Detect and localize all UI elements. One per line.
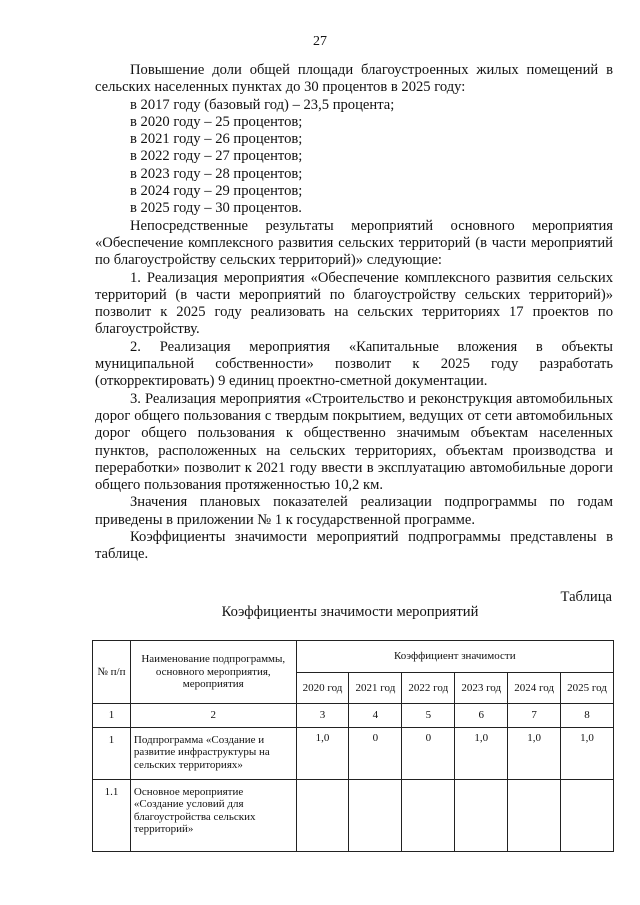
header-year: 2025 год bbox=[561, 672, 614, 704]
header-name: Наименование подпрограммы, основного мероприятия, мероприятия bbox=[130, 641, 296, 704]
list-item: в 2024 году – 29 процентов; bbox=[130, 183, 303, 200]
col-number: 4 bbox=[349, 704, 402, 728]
paragraph: Повышение доли общей площади благоустроенных жилых помещений в сельских населенных пунктах до 30 процентов в 2025 году: bbox=[95, 62, 613, 96]
col-number: 5 bbox=[402, 704, 455, 728]
list-item: в 2017 году (базовый год) – 23,5 процента; bbox=[130, 96, 395, 113]
row-num: 1 bbox=[93, 727, 131, 779]
list-item: в 2020 году – 25 процентов; bbox=[130, 113, 303, 130]
row-value bbox=[561, 779, 614, 851]
header-num: № п/п bbox=[93, 641, 131, 704]
row-value: 1,0 bbox=[296, 727, 349, 779]
body-text bbox=[95, 62, 613, 564]
page-number: 27 bbox=[313, 34, 327, 49]
table-row bbox=[93, 727, 614, 779]
table-label: Таблица bbox=[560, 589, 612, 605]
header-coef: Коэффициент значимости bbox=[296, 641, 613, 673]
col-number: 7 bbox=[508, 704, 561, 728]
paragraph: Непосредственные результаты мероприятий основного мероприятия «Обеспечение комплексного развития сельских территорий (в части мероприятий по благоустройству сельских территорий)» следующие: bbox=[95, 217, 613, 269]
table-row bbox=[93, 779, 614, 851]
column-number-row bbox=[93, 704, 614, 728]
row-value bbox=[455, 779, 508, 851]
list-item: в 2025 году – 30 процентов. bbox=[130, 200, 302, 217]
row-value: 1,0 bbox=[508, 727, 561, 779]
col-number: 2 bbox=[130, 704, 296, 728]
header-year: 2023 год bbox=[455, 672, 508, 704]
row-num: 1.1 bbox=[93, 779, 131, 851]
header-year: 2020 год bbox=[296, 672, 349, 704]
row-value: 0 bbox=[402, 727, 455, 779]
paragraph: 1. Реализация мероприятия «Обеспечение комплексного развития сельских территорий (в части мероприятий по благоустройству сельских территорий)» позволит к 2025 году реализовать на сельских территориях 17 проектов по благоустройству. bbox=[95, 269, 613, 338]
row-value bbox=[508, 779, 561, 851]
row-value bbox=[349, 779, 402, 851]
paragraph: 2. Реализация мероприятия «Капитальные вложения в объекты муниципальной собственности» позволит к 2025 году разработать (откорректировать) 9 единиц проектно-сметной документации. bbox=[95, 338, 613, 390]
paragraph: Значения плановых показателей реализации подпрограммы по годам приведены в приложении № 1 к государственной программе. bbox=[95, 494, 613, 528]
col-number: 1 bbox=[93, 704, 131, 728]
table-title: Коэффициенты значимости мероприятий bbox=[221, 604, 479, 620]
list-item: в 2021 году – 26 процентов; bbox=[130, 131, 303, 148]
table-header-row bbox=[93, 641, 614, 673]
row-value bbox=[402, 779, 455, 851]
coefficients-table bbox=[92, 640, 614, 852]
paragraph: 3. Реализация мероприятия «Строительство и реконструкция автомобильных дорог общего пользования с твердым покрытием, ведущих от сети автомобильных дорог общего пользования к общественно значимым объектам населенных пунктов, расположенных на сельских территориях, объектам производства и переработки» позволит к 2021 году ввести в эксплуатацию автомобильные дороги общего пользования протяженностью 10,2 км. bbox=[95, 390, 613, 494]
row-name: Основное мероприятие «Создание условий для благоустройства сельских территорий» bbox=[130, 779, 296, 851]
col-number: 8 bbox=[561, 704, 614, 728]
paragraph: Коэффициенты значимости мероприятий подпрограммы представлены в таблице. bbox=[95, 529, 613, 563]
col-number: 6 bbox=[455, 704, 508, 728]
list-item: в 2022 году – 27 процентов; bbox=[130, 148, 303, 165]
header-year: 2022 год bbox=[402, 672, 455, 704]
header-year: 2024 год bbox=[508, 672, 561, 704]
row-name: Подпрограмма «Создание и развитие инфраструктуры на сельских территориях» bbox=[130, 727, 296, 779]
row-value: 0 bbox=[349, 727, 402, 779]
row-value: 1,0 bbox=[455, 727, 508, 779]
col-number: 3 bbox=[296, 704, 349, 728]
row-value: 1,0 bbox=[561, 727, 614, 779]
row-value bbox=[296, 779, 349, 851]
header-year: 2021 год bbox=[349, 672, 402, 704]
list-item: в 2023 году – 28 процентов; bbox=[130, 165, 303, 182]
